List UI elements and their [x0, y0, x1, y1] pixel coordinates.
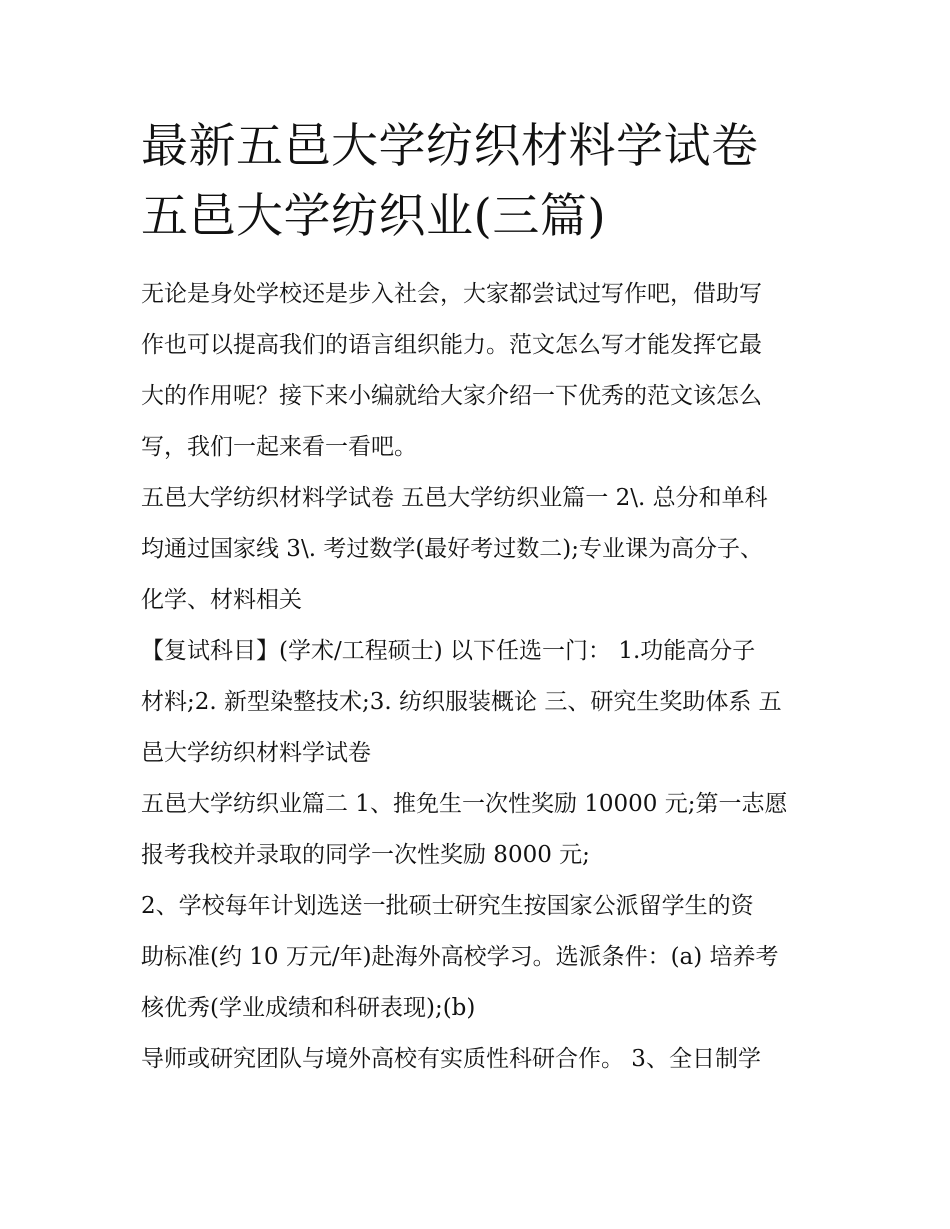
- text-line: 均通过国家线 3\. 考过数学(最好考过数二);专业课为高分子、: [141, 536, 764, 562]
- document-body: [141, 112, 813, 1085]
- intro-paragraph: [141, 269, 813, 473]
- text-line: 大的作用呢？接下来小编就给大家介绍一下优秀的范文该怎么: [141, 383, 762, 409]
- document-title: [141, 112, 813, 252]
- text-line: 作也可以提高我们的语言组织能力。范文怎么写才能发挥它最: [141, 332, 762, 358]
- text-line: 写，我们一起来看一看吧。: [141, 434, 417, 460]
- text-line: 无论是身处学校还是步入社会，大家都尝试过写作吧，借助写: [141, 281, 762, 307]
- overseas-study-paragraph: [141, 881, 813, 1034]
- admission-requirements-paragraph: [141, 473, 813, 626]
- text-line: 【复试科目】(学术/工程硕士) 以下任选一门： 1.功能高分子: [141, 638, 756, 664]
- text-line: 材料;2. 新型染整技术;3. 纺织服装概论 三、研究生奖助体系 五: [141, 689, 782, 715]
- scholarship-paragraph: [141, 779, 813, 881]
- title-line: 五邑大学纺织业(三篇): [141, 189, 607, 244]
- text-line: 2、学校每年计划选送一批硕士研究生按国家公派留学生的资: [141, 893, 754, 919]
- text-line: 化学、材料相关: [141, 587, 302, 613]
- text-line: 核优秀(学业成绩和科研表现);(b): [141, 995, 476, 1021]
- text-line: 五邑大学纺织业篇二 1、推免生一次性奖励 10000 元;第一志愿: [141, 791, 788, 817]
- text-line: 五邑大学纺织材料学试卷 五邑大学纺织业篇一 2\. 总分和单科: [141, 485, 768, 511]
- research-cooperation-paragraph: [141, 1034, 813, 1085]
- text-line: 邑大学纺织材料学试卷: [141, 740, 371, 766]
- title-line: 最新五邑大学纺织材料学试卷: [141, 119, 759, 174]
- text-line: 报考我校并录取的同学一次性奖励 8000 元;: [141, 842, 590, 868]
- retest-subjects-paragraph: [141, 626, 813, 779]
- text-line: 导师或研究团队与境外高校有实质性科研合作。 3、全日制学: [141, 1046, 761, 1072]
- text-line: 助标准(约 10 万元/年)赴海外高校学习。选派条件：(a) 培养考: [141, 944, 779, 970]
